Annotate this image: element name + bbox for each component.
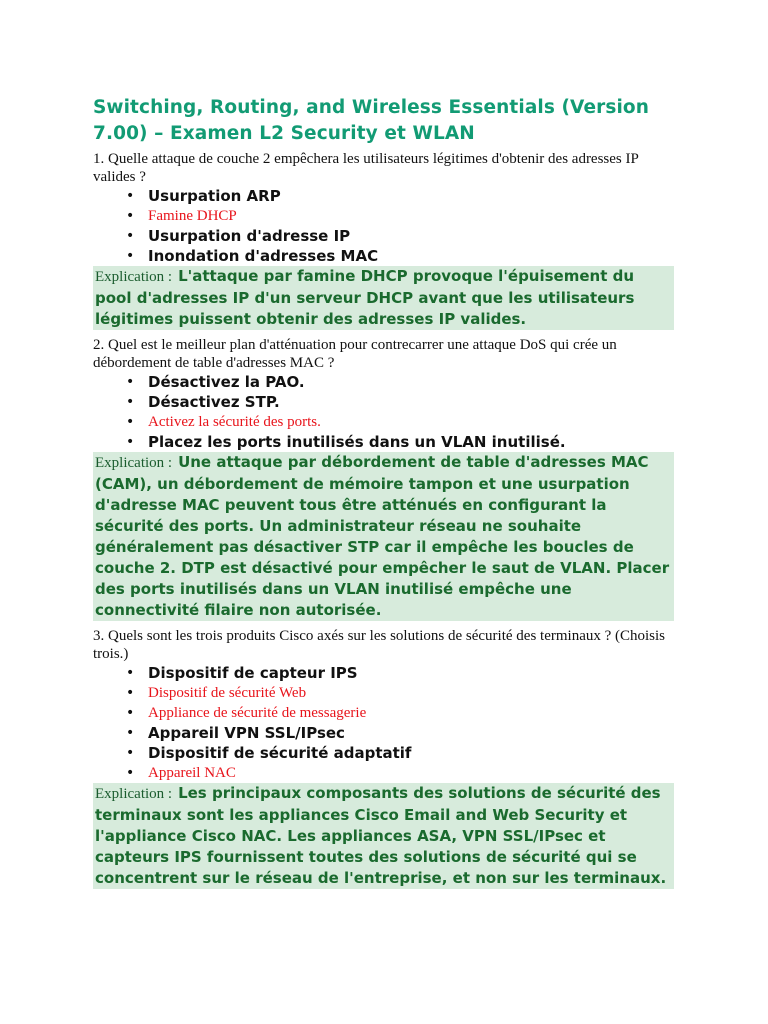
option-item <box>148 723 678 743</box>
option-label: Désactivez STP. <box>148 393 280 411</box>
option-item <box>148 186 678 206</box>
option-item <box>148 392 678 412</box>
option-label: Dispositif de capteur IPS <box>148 664 358 682</box>
options-list <box>93 372 678 452</box>
explanation-label: Explication : <box>95 786 173 802</box>
option-label: Dispositif de sécurité Web <box>148 685 307 701</box>
option-item <box>148 226 678 246</box>
option-label: Appareil VPN SSL/IPsec <box>148 724 345 742</box>
option-label: Désactivez la PAO. <box>148 373 305 391</box>
option-label: Dispositif de sécurité adaptatif <box>148 744 412 762</box>
explanation-label: Explication : <box>95 455 173 471</box>
option-label: Usurpation d'adresse IP <box>148 227 351 245</box>
option-label: Placez les ports inutilisés dans un VLAN inutilisé. <box>148 433 566 451</box>
options-list <box>93 663 678 783</box>
document-page <box>93 95 678 895</box>
option-item <box>148 743 678 763</box>
question-block-2 <box>93 336 678 621</box>
question-text: 3. Quels sont les trois produits Cisco axés sur les solutions de sécurité des terminaux ? (Choisis trois.) <box>93 628 666 662</box>
option-label: Appliance de sécurité de messagerie <box>148 705 367 721</box>
option-item <box>148 372 678 392</box>
option-item-correct <box>148 683 678 703</box>
explanation-label: Explication : <box>95 269 173 285</box>
options-list <box>93 186 678 266</box>
option-label: Inondation d'adresses MAC <box>148 247 379 265</box>
explanation-text: Une attaque par débordement de table d'adresses MAC (CAM), un débordement de mémoire tampon et une usurpation d'adresse MAC peuvent tous être atténués en configurant la sécurité des ports. Un administrateur réseau ne souhaite généralement pas désactiver STP car il empêche les boucles de couche 2. DTP est désactivé pour empêcher le saut de VLAN. Placer des ports inutilisés dans un VLAN inutilisé empêche une connectivité filaire non autorisée. <box>95 453 670 619</box>
option-item-correct <box>148 412 678 432</box>
option-label: Activez la sécurité des ports. <box>148 414 321 430</box>
option-item <box>148 663 678 683</box>
page-title: Switching, Routing, and Wireless Essentials (Version 7.00) – Examen L2 Security et WLAN <box>93 97 649 144</box>
option-label: Famine DHCP <box>148 208 237 224</box>
option-item-correct <box>148 763 678 783</box>
option-item <box>148 432 678 452</box>
question-block-1 <box>93 150 678 330</box>
question-text: 1. Quelle attaque de couche 2 empêchera les utilisateurs légitimes d'obtenir des adresses IP valides ? <box>93 151 639 185</box>
explanation-text: L'attaque par famine DHCP provoque l'épuisement du pool d'adresses IP d'un serveur DHCP avant que les utilisateurs légitimes puissent obtenir des adresses IP valides. <box>95 267 635 328</box>
question-text: 2. Quel est le meilleur plan d'atténuation pour contrecarrer une attaque DoS qui crée un débordement de table d'adresses MAC ? <box>93 337 617 371</box>
explanation-box <box>93 783 674 889</box>
explanation-text: Les principaux composants des solutions de sécurité des terminaux sont les appliances Cisco Email and Web Security et l'appliance Cisco NAC. Les appliances ASA, VPN SSL/IPsec et capteurs IPS fournissent toutes des solutions de sécurité qui se concentrent sur le réseau de l'entreprise, et non sur les terminaux. <box>95 784 667 887</box>
option-label: Appareil NAC <box>148 765 236 781</box>
explanation-box <box>93 266 674 330</box>
option-item <box>148 246 678 266</box>
explanation-box <box>93 452 674 621</box>
option-label: Usurpation ARP <box>148 187 281 205</box>
option-item-correct <box>148 703 678 723</box>
option-item-correct <box>148 206 678 226</box>
question-block-3 <box>93 627 678 889</box>
